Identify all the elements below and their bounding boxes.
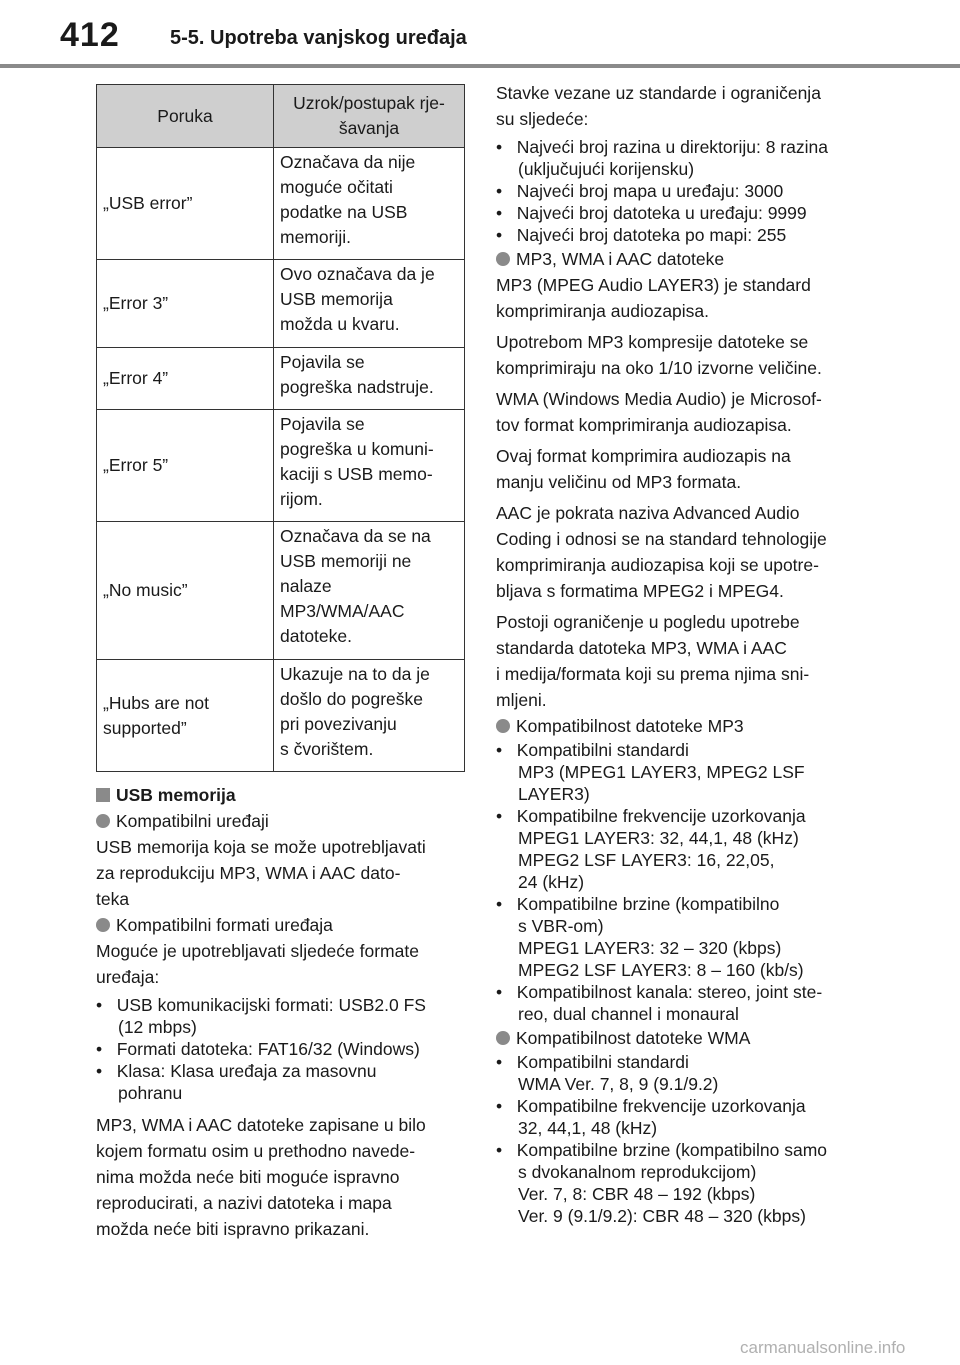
list-item-text: Klasa: Klasa uređaja za masovnu [116, 1061, 377, 1081]
cause-text: Označava da nije moguće očitati podatke na USB memoriji. [280, 152, 416, 247]
message-cell [97, 260, 274, 348]
list-item-text: Kompatibilni standardi [516, 740, 689, 760]
wma-bullet-list [496, 1051, 876, 1227]
right-column [496, 80, 876, 1227]
wma-heading [496, 1025, 876, 1051]
list-item-cont: (uključujući korijensku) [518, 159, 695, 179]
table-row [97, 260, 465, 348]
list-item-text: Najveći broj razina u direktoriju: 8 razina [516, 137, 828, 157]
list-item: • USB komunikacijski formati: USB2.0 FS [96, 995, 426, 1015]
codecs-paragraph: WMA (Windows Media Audio) je Microsof- tov format komprimiranja audiozapisa. [496, 389, 822, 435]
square-bullet-icon [96, 788, 110, 802]
table-row [97, 410, 465, 522]
list-item-text: Formati datoteka: FAT16/32 (Windows) [116, 1039, 420, 1059]
list-item-cont: pohranu [118, 1083, 183, 1103]
list-item-cont: 32, 44,1, 48 (kHz) [518, 1118, 658, 1138]
compat-devices-heading [96, 808, 466, 834]
message-text: „Error 5” [103, 455, 169, 475]
message-text: „Hubs are not supported” [103, 692, 210, 738]
column-header-cause [274, 85, 465, 148]
message-cell [97, 660, 274, 772]
format-bullet-list [96, 994, 466, 1104]
cause-cell [274, 148, 465, 260]
list-item-text: Kompatibilne brzine (kompatibilno samo [516, 1140, 828, 1160]
watermark: carmanualsonline.info [740, 1338, 906, 1357]
message-table [96, 84, 465, 772]
list-item: • Kompatibilne brzine (kompatibilno samo [496, 1140, 828, 1160]
usb-heading [96, 782, 466, 808]
codecs-paragraph: MP3 (MPEG Audio LAYER3) je standard komprimiranja audiozapisa. [496, 275, 811, 321]
list-item-text: Najveći broj datoteka po mapi: 255 [516, 225, 787, 245]
cause-text: Pojavila se pogreška nadstruje. [280, 352, 434, 397]
circle-bullet-icon [96, 814, 110, 828]
compat-formats-heading [96, 912, 466, 938]
header-rule [0, 64, 960, 68]
standards-text: Stavke vezane uz standarde i ograničenja su sljedeće: [496, 83, 821, 129]
cause-cell [274, 348, 465, 410]
mp3-bullet-list [496, 739, 876, 1025]
message-text: „Error 4” [103, 368, 169, 388]
list-item: • Kompatibilnost kanala: stereo, joint ste- [496, 982, 823, 1002]
list-item: • Klasa: Klasa uređaja za masovnu [96, 1061, 377, 1081]
cause-cell [274, 410, 465, 522]
list-item: • Najveći broj datoteka po mapi: 255 [496, 225, 787, 245]
list-item: • Kompatibilne frekvencije uzorkovanja [496, 806, 806, 826]
left-column [96, 84, 466, 1242]
cause-text: Ovo označava da je USB memorija možda u kvaru. [280, 264, 435, 334]
compat-formats-heading-text: Kompatibilni formati uređaja [116, 915, 333, 935]
cause-cell [274, 522, 465, 660]
codecs-paragraph: Ovaj format komprimira audiozapis na manju veličinu od MP3 formata. [496, 446, 791, 492]
circle-bullet-icon [96, 918, 110, 932]
list-item: • Kompatibilne brzine (kompatibilno [496, 894, 780, 914]
mp3-heading [496, 713, 876, 739]
circle-bullet-icon [496, 252, 510, 266]
codecs-paragraph: Postoji ograničenje u pogledu upotrebe standarda datoteka MP3, WMA i AAC i medija/formata koji su prema njima sni- mljeni. [496, 612, 810, 710]
list-item-cont: s VBR-om) MPEG1 LAYER3: 32 – 320 (kbps) MPEG2 LSF LAYER3: 8 – 160 (kb/s) [518, 916, 804, 980]
page-header [0, 0, 960, 68]
compat-devices-text: USB memorija koja se može upotrebljavati za reprodukciju MP3, WMA i AAC dato- teka [96, 837, 426, 909]
usb-section [96, 782, 466, 1242]
list-item: • Kompatibilne frekvencije uzorkovanja [496, 1096, 806, 1116]
message-cell [97, 148, 274, 260]
compat-devices-heading-text: Kompatibilni uređaji [116, 811, 269, 831]
standards-bullet-list [496, 136, 876, 246]
closing-text: MP3, WMA i AAC datoteke zapisane u bilo kojem formatu osim u prethodno navede- nima možda neće biti moguće ispravno reproducirati, a nazivi datoteka i mapa možda neće biti ispravno prikazani. [96, 1115, 426, 1239]
list-item-text: Kompatibilne brzine (kompatibilno [516, 894, 780, 914]
list-item-text: Kompatibilne frekvencije uzorkovanja [516, 1096, 806, 1116]
codecs-heading-text: MP3, WMA i AAC datoteke [516, 249, 725, 269]
circle-bullet-icon [496, 1031, 510, 1045]
cause-cell [274, 260, 465, 348]
compat-formats-text: Moguće je upotrebljavati sljedeće formate uređaja: [96, 941, 419, 987]
message-text: „USB error” [103, 193, 193, 213]
list-item: • Kompatibilni standardi [496, 740, 689, 760]
list-item-cont: reo, dual channel i monaural [518, 1004, 739, 1024]
list-item: • Najveći broj datoteka u uređaju: 9999 [496, 203, 807, 223]
message-cell [97, 348, 274, 410]
list-item-text: USB komunikacijski formati: USB2.0 FS [116, 995, 426, 1015]
cause-cell [274, 660, 465, 772]
list-item: • Formati datoteka: FAT16/32 (Windows) [96, 1039, 420, 1059]
table-row [97, 660, 465, 772]
list-item-text: Kompatibilnost kanala: stereo, joint ste- [516, 982, 823, 1002]
list-item-text: Najveći broj datoteka u uređaju: 9999 [516, 203, 807, 223]
list-item: • Najveći broj razina u direktoriju: 8 razina [496, 137, 828, 157]
list-item: • Najveći broj mapa u uređaju: 3000 [496, 181, 784, 201]
page-number: 412 [60, 16, 120, 54]
list-item-text: Najveći broj mapa u uređaju: 3000 [516, 181, 784, 201]
list-item-cont: s dvokanalnom reprodukcijom) Ver. 7, 8: CBR 48 – 192 (kbps) Ver. 9 (9.1/9.2): CBR 48 – 320 (kbps) [518, 1162, 806, 1226]
cause-text: Ukazuje na to da je došlo do pogreške pri povezivanju s čvorištem. [280, 664, 430, 759]
message-cell [97, 522, 274, 660]
codecs-paragraph: AAC je pokrata naziva Advanced Audio Coding i odnosi se na standard tehnologije komprimiranja audiozapisa koji se upotre- bljava s formatima MPEG2 i MPEG4. [496, 503, 827, 601]
column-header-message: Poruka [97, 85, 274, 148]
list-item-cont: MPEG1 LAYER3: 32, 44,1, 48 (kHz) MPEG2 LSF LAYER3: 16, 22,05, 24 (kHz) [518, 828, 799, 892]
list-item-text: Kompatibilne frekvencije uzorkovanja [516, 806, 806, 826]
message-text: „Error 3” [103, 293, 169, 313]
column-header-cause-text: Uzrok/postupak rje- šavanja [293, 93, 445, 138]
message-cell [97, 410, 274, 522]
list-item-cont: MP3 (MPEG1 LAYER3, MPEG2 LSF LAYER3) [518, 762, 805, 804]
list-item-cont: (12 mbps) [118, 1017, 197, 1037]
wma-heading-text: Kompatibilnost datoteke WMA [516, 1028, 751, 1048]
cause-text: Pojavila se pogreška u komuni- kaciji s USB memo- rijom. [280, 414, 434, 509]
circle-bullet-icon [496, 719, 510, 733]
mp3-heading-text: Kompatibilnost datoteke MP3 [516, 716, 744, 736]
usb-heading-text: USB memorija [116, 785, 236, 805]
list-item: • Kompatibilni standardi [496, 1052, 689, 1072]
message-text: „No music” [103, 580, 188, 600]
cause-text: Označava da se na USB memoriji ne nalaze MP3/WMA/AAC datoteke. [280, 526, 431, 646]
section-title: 5-5. Upotreba vanjskog uređaja [170, 27, 467, 49]
codecs-heading [496, 246, 876, 272]
codecs-paragraph: Upotrebom MP3 kompresije datoteke se komprimiraju na oko 1/10 izvorne veličine. [496, 332, 822, 378]
table-row [97, 348, 465, 410]
table-header-row [97, 85, 465, 148]
table-row [97, 148, 465, 260]
list-item-cont: WMA Ver. 7, 8, 9 (9.1/9.2) [518, 1074, 719, 1094]
table-row [97, 522, 465, 660]
list-item-text: Kompatibilni standardi [516, 1052, 689, 1072]
